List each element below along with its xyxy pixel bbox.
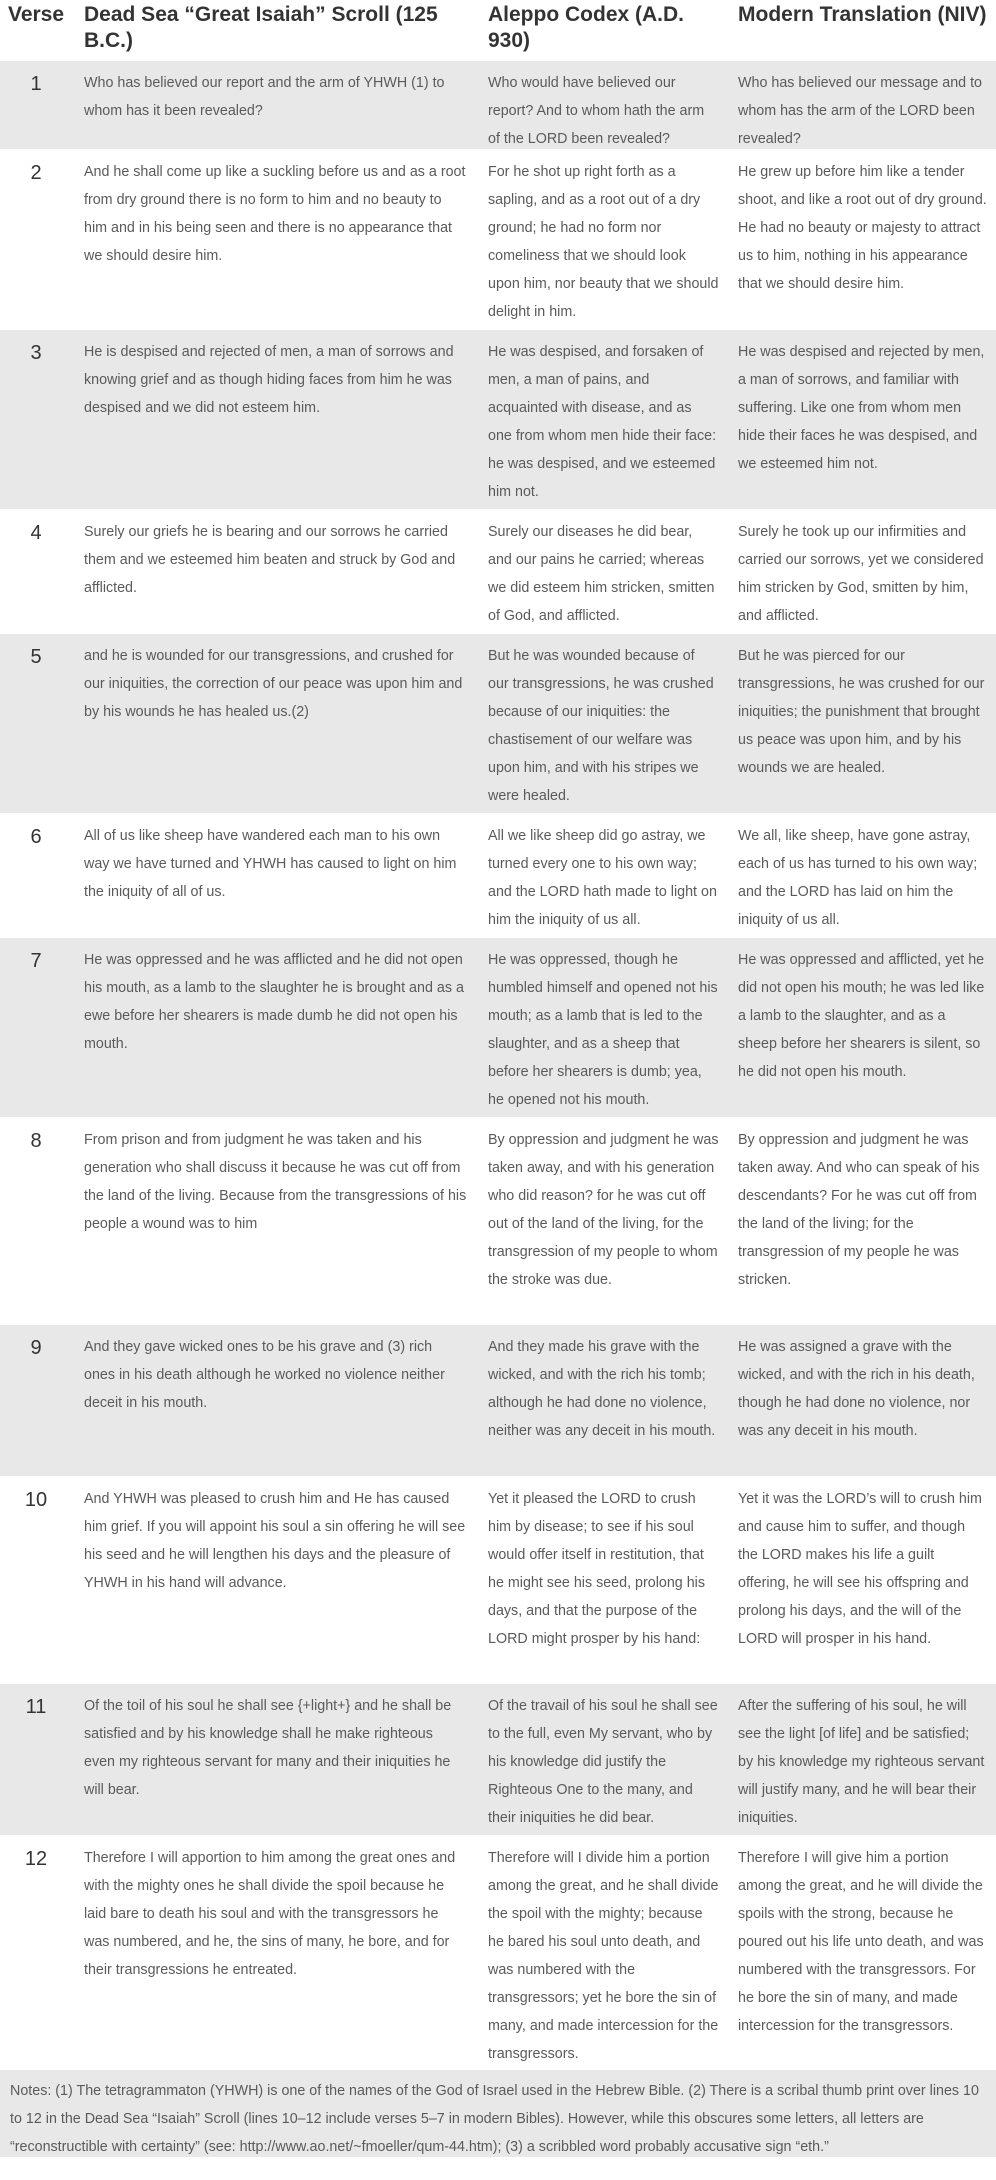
verse-number: 11 bbox=[25, 1696, 47, 1718]
verse-number: 3 bbox=[30, 342, 42, 364]
dss-text: All of us like sheep have wandered each man to his own way we have turned and YHWH has caused to light on him the iniquity of all of us. bbox=[84, 828, 457, 900]
header-niv: Modern Translation (NIV) bbox=[738, 3, 987, 26]
table-row bbox=[0, 1835, 996, 2070]
aleppo-text: For he shot up right forth as a sapling, and as a root out of a dry ground; he had no form nor comeliness that we should look upon him, nor beauty that we should delight in him. bbox=[488, 164, 719, 320]
table-row bbox=[0, 937, 996, 1117]
table-row bbox=[0, 1324, 996, 1476]
aleppo-text: He was despised, and forsaken of men, a man of pains, and acquainted with disease, and as one from whom men hide their face: he was despised, and we esteemed him not. bbox=[488, 344, 717, 500]
niv-text: Who has believed our message and to whom has the arm of the LORD been revealed? bbox=[738, 75, 982, 147]
dss-text: And they gave wicked ones to be his grave and (3) rich ones in his death although he worked no violence neither deceit in his mouth. bbox=[84, 1339, 445, 1411]
dss-text: He is despised and rejected of men, a man of sorrows and knowing grief and as though hiding faces from him he was despised and we did not esteem him. bbox=[84, 344, 454, 416]
niv-text: We all, like sheep, have gone astray, each of us has turned to his own way; and the LORD has laid on him the iniquity of us all. bbox=[738, 828, 978, 928]
header-aleppo-codex: Aleppo Codex (A.D. 930) bbox=[488, 3, 685, 52]
aleppo-text: And they made his grave with the wicked, and with the rich his tomb; although he had done no violence, neither was any deceit in his mouth. bbox=[488, 1339, 716, 1439]
niv-text: After the suffering of his soul, he will see the light [of life] and be satisfied; by his knowledge my righteous servant will justify many, and he will bear their iniquities. bbox=[738, 1698, 985, 1826]
niv-text: He was oppressed and afflicted, yet he did not open his mouth; he was led like a lamb to the slaughter, and as a sheep before her shearers is silent, so he did not open his mouth. bbox=[738, 952, 985, 1080]
verse-number: 1 bbox=[30, 73, 42, 95]
niv-text: By oppression and judgment he was taken away. And who can speak of his descendants? For he was cut off from the land of the living; for the transgression of my people he was stricken. bbox=[738, 1132, 980, 1288]
dss-text: And he shall come up like a suckling before us and as a root from dry ground there is no form to him and no beauty to him and in his being seen and there is no appearance that we should desire him. bbox=[84, 164, 466, 264]
aleppo-text: He was oppressed, though he humbled himself and opened not his mouth; as a lamb that is led to the slaughter, and as a sheep that before her shearers is dumb; yea, he opened not his mouth. bbox=[488, 952, 718, 1108]
header-verse: Verse bbox=[7, 3, 65, 26]
verse-number: 9 bbox=[30, 1337, 42, 1359]
niv-text: But he was pierced for our transgressions, he was crushed for our iniquities; the punishment that brought us peace was upon him, and by his wounds we are healed. bbox=[738, 648, 985, 776]
niv-text: He grew up before him like a tender shoot, and like a root out of dry ground. He had no beauty or majesty to attract us to him, nothing in his appearance that we should desire him. bbox=[738, 164, 987, 292]
dss-text: From prison and from judgment he was taken and his generation who shall discuss it because he was cut off from the land of the living. Because from the transgressions of his people a wound was to him bbox=[84, 1132, 467, 1232]
table-row bbox=[0, 60, 996, 149]
aleppo-text: By oppression and judgment he was taken away, and with his generation who did reason? for he was cut off out of the land of the living, for the transgression of my people to whom the stroke was due. bbox=[488, 1132, 719, 1288]
niv-text: Surely he took up our infirmities and carried our sorrows, yet we considered him stricken by God, smitten by him, and afflicted. bbox=[738, 524, 984, 624]
table-row bbox=[0, 813, 996, 937]
dss-text: Who has believed our report and the arm of YHWH (1) to whom has it been revealed? bbox=[84, 75, 445, 119]
table-row bbox=[0, 329, 996, 509]
aleppo-text: Of the travail of his soul he shall see to the full, even My servant, who by his knowledge did justify the Righteous One to the many, and their iniquities he did bear. bbox=[488, 1698, 718, 1826]
aleppo-text: But he was wounded because of our transgressions, he was crushed because of our iniquities: the chastisement of our welfare was upon him, and with his stripes we were healed. bbox=[488, 648, 714, 804]
verse-number: 8 bbox=[30, 1130, 42, 1152]
verse-number: 4 bbox=[30, 522, 42, 544]
table-row bbox=[0, 149, 996, 329]
table-row bbox=[0, 509, 996, 633]
table-row bbox=[0, 1683, 996, 1835]
niv-text: Therefore I will give him a portion among the great, and he will divide the spoils with the strong, because he poured out his life unto death, and was numbered with the transgressors. For he bore the sin of many, and made intercession for the transgressors. bbox=[738, 1850, 984, 2034]
verse-number: 10 bbox=[24, 1489, 48, 1511]
footnotes: Notes: (1) The tetragrammaton (YHWH) is one of the names of the God of Israel used in the Hebrew Bible. (2) There is a scribal thumb print over lines 10 to 12 in the Dead Sea “Isaiah” Scroll (lines 10–12 include verses 5–7 in modern Bibles). However, while this obscures some letters, all letters are “reconstructible with certainty” (see: http://www.ao.net/~fmoeller/qum-44.htm); (3) a scribbled word probably accusative sign “eth.” bbox=[0, 2070, 996, 2157]
header-dead-sea-scroll: Dead Sea “Great Isaiah” Scroll (125 B.C.) bbox=[84, 3, 438, 52]
verse-number: 6 bbox=[30, 826, 42, 848]
table-row bbox=[0, 1476, 996, 1683]
niv-text: Yet it was the LORD’s will to crush him and cause him to suffer, and though the LORD makes his life a guilt offering, he will see his offspring and prolong his days, and the will of the LORD will prosper in his hand. bbox=[738, 1491, 982, 1647]
dss-text: He was oppressed and he was afflicted and he did not open his mouth, as a lamb to the slaughter he is brought and as a ewe before her shearers is made dumb he did not open his mouth. bbox=[84, 952, 464, 1052]
aleppo-text: Who would have believed our report? And to whom hath the arm of the LORD been revealed? bbox=[488, 75, 705, 147]
verse-number: 2 bbox=[30, 162, 42, 184]
niv-text: He was despised and rejected by men, a man of sorrows, and familiar with suffering. Like one from whom men hide their faces he was despised, and we esteemed him not. bbox=[738, 344, 985, 472]
dss-text: and he is wounded for our transgressions, and crushed for our iniquities, the correction of our peace was upon him and by his wounds he has healed us.(2) bbox=[84, 648, 463, 720]
table-row bbox=[0, 1117, 996, 1324]
dss-text: Of the toil of his soul he shall see {+light+} and he shall be satisfied and by his knowledge shall he make righteous even my righteous servant for many and their iniquities he will bear. bbox=[84, 1698, 452, 1798]
aleppo-text: Surely our diseases he did bear, and our pains he carried; whereas we did esteem him stricken, smitten of God, and afflicted. bbox=[488, 524, 715, 624]
table-header bbox=[0, 0, 996, 60]
dss-text: And YHWH was pleased to crush him and He has caused him grief. If you will appoint his soul a sin offering he will see his seed and he will lengthen his days and the pleasure of YHWH in his hand will advance. bbox=[84, 1491, 466, 1591]
table-row bbox=[0, 633, 996, 813]
verse-number: 5 bbox=[30, 646, 42, 668]
verse-number: 7 bbox=[30, 950, 42, 972]
niv-text: He was assigned a grave with the wicked, and with the rich in his death, though he had done no violence, nor was any deceit in his mouth. bbox=[738, 1339, 975, 1439]
verse-number: 12 bbox=[24, 1848, 48, 1870]
dss-text: Therefore I will apportion to him among the great ones and with the mighty ones he shall divide the spoil because he laid bare to death his soul and with the transgressors he was numbered, and he, the sins of many, he bore, and for their transgressions he entreated. bbox=[84, 1850, 456, 1978]
aleppo-text: All we like sheep did go astray, we turned every one to his own way; and the LORD hath made to light on him the iniquity of us all. bbox=[488, 828, 717, 928]
aleppo-text: Yet it pleased the LORD to crush him by disease; to see if his soul would offer itself in restitution, that he might see his seed, prolong his days, and that the purpose of the LORD might prosper by his hand: bbox=[488, 1491, 705, 1647]
dss-text: Surely our griefs he is bearing and our sorrows he carried them and we esteemed him beaten and struck by God and afflicted. bbox=[84, 524, 456, 596]
aleppo-text: Therefore will I divide him a portion among the great, and he shall divide the spoil with the mighty; because he bared his soul unto death, and was numbered with the transgressors; yet he bore the sin of many, and made intercession for the transgressors. bbox=[488, 1850, 719, 2062]
